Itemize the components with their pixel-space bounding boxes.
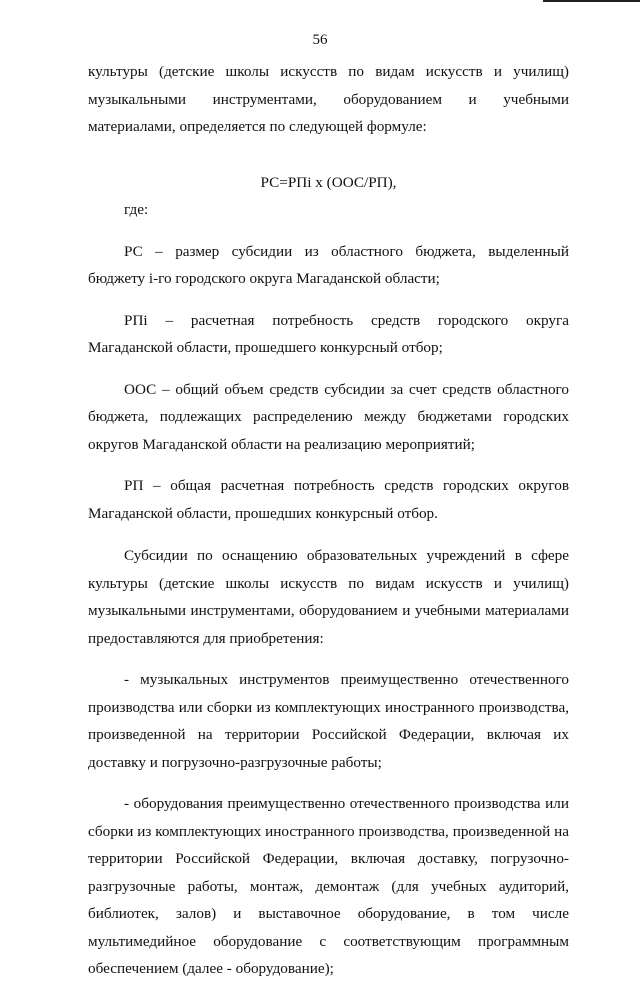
- top-border-line: [543, 0, 640, 2]
- formula-where-label: где:: [124, 201, 149, 218]
- definition-oos: ООС – общий объем средств субсидии за счет средств областного бюджета, подлежащих распределению между бюджетами городских округов Магаданской области на реализацию мероприятий;: [88, 380, 569, 453]
- formula: РС=РПi x (ООС/РП),: [260, 173, 397, 191]
- page-number: 56: [312, 32, 328, 48]
- paragraph-continuation: культуры (детские школы искусств по видам искусств и училищ) музыкальными инструментами, оборудованием и учебными материалами, определяется по следующей формуле:: [88, 63, 569, 135]
- definition-rs: РС – размер субсидии из областного бюджета, выделенный бюджету i-го городского округа Магаданской области;: [88, 242, 569, 287]
- definition-rp: РП – общая расчетная потребность средств городских округов Магаданской области, прошедших конкурсный отбор.: [88, 477, 569, 522]
- paragraph-subsidies: Субсидии по оснащению образовательных учреждений в сфере культуры (детские школы искусств по видам искусств и училищ) музыкальными инструментами, оборудованием и учебными материалами предоставляются для приобретения:: [88, 547, 569, 647]
- document-body: [88, 58, 569, 983]
- list-item-equipment: - оборудования преимущественно отечественного производства или сборки из комплектующих иностранного производства, произведенной на территории Российской Федерации, включая доставку, погрузочно-разгрузочные работы, монтаж, демонтаж (для учебных аудиторий, библиотек, залов) и выставочное оборудование, в том числе мультимедийное оборудование с соответствующим программным обеспечением (далее - оборудование);: [88, 795, 569, 977]
- list-item-instruments: - музыкальных инструментов преимущественно отечественного производства или сборки из комплектующих иностранного производства, произведенной на территории Российской Федерации, включая их доставку и погрузочно-разгрузочные работы;: [88, 671, 569, 771]
- definition-rpi: РПi – расчетная потребность средств городского округа Магаданской области, прошедшего конкурсный отбор;: [88, 311, 569, 356]
